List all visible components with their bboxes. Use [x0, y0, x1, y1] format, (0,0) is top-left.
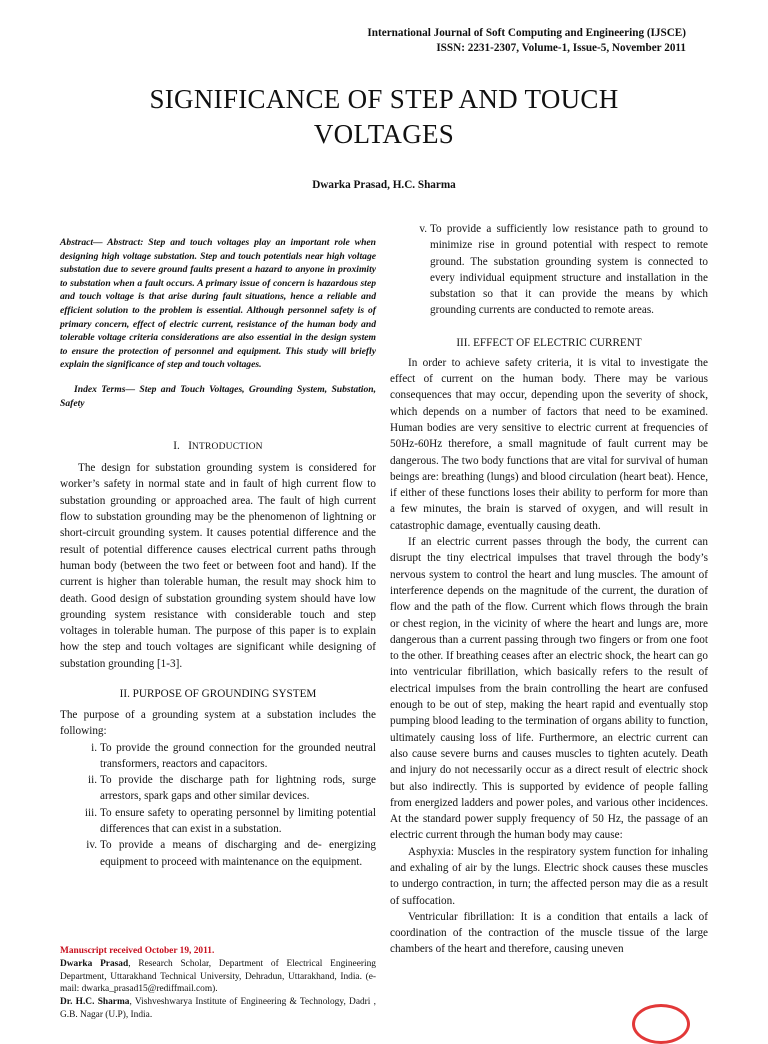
list-item-text: To provide a means of discharging and de- energizing equipment to proceed with maintenance on the equipment.	[100, 839, 376, 868]
publisher-stamp-logo	[632, 1004, 690, 1044]
effect-paragraph-2: If an electric current passes through the body, the current can disrupt the tiny electrical impulses that travel through the body’s nervous system to control the heart and lung muscles. The amount of interference depends on the magnitude of the current, the duration of flow and the path of the flow. Current which flows through the brain or chest region, in the vicinity of where the heart and lungs are, more dangerous than a current passing through two fingers or from one foot to the other. If breathing ceases after an electric shock, the heart can go into ventricular fibrillation, which basically refers to the result of electrical impulses from the brain controlling the heart are confused enough to be out of step, making the heart rapid and eventually stop pumping blood leading to the termination of organs ability to function, ultimately causing loss of life. Furthermore, an electric current can also cause severe burns and causes muscles to tighten acutely. Death and injury do not necessarily occur as a direct result of electric shock but also indirectly. This is supported by evidence of people falling from energized ladders and power poles, and various other incidences. At the standard power supply frequency of 50 Hz, the passage of an electric current through the human body may cause:	[390, 536, 708, 842]
author-affiliation-2	[60, 996, 376, 1022]
list-item-number: i.	[91, 741, 97, 754]
journal-issn: ISSN: 2231-2307, Volume-1, Issue-5, November 2011	[436, 42, 686, 54]
effect-paragraph-3: Asphyxia: Muscles in the respiratory system function for inhaling and exhaling of air by the lungs. Electric shock causes these muscles to undergo contraction, in turn; the affected person may die as a result of suffocation.	[390, 845, 708, 907]
list-item	[60, 805, 376, 838]
effect-paragraph-4: Ventricular fibrillation: It is a condition that entails a lack of coordination of the contraction of the muscle tissue of the large chambers of the heart and therefore, causing uneven	[390, 910, 708, 956]
grounding-purpose-list-continued	[390, 221, 708, 319]
effect-paragraph-1: In order to achieve safety criteria, it is vital to investigate the effect of current on the human body. There may be various consequences that may occur, depending upon the severity of shock, which depends on a number of factors that need to be examined. Human bodies are very sensitive to electric current at frequencies of 50Hz-60Hz therefore, a small magnitude of fault current may be dangerous. The two body functions that are vital for survival of human beings are: breathing (lungs) and blood circulation (heart beat). Hence, if either of these functions loses their ability to perform for more than a few minutes, the brain is starved of oxygen, and will result in catastrophic damage, eventually causing death.	[390, 356, 708, 532]
list-item	[390, 221, 708, 319]
author-affiliation-1	[60, 958, 376, 996]
grounding-lead: The purpose of a grounding system at a substation includes the following:	[60, 708, 376, 738]
list-item-number: ii.	[87, 774, 97, 787]
author-footnote	[60, 945, 376, 1022]
list-item	[60, 772, 376, 805]
author-detail-2: , Vishveshwarya Institute of Engineering & Technology, Dadri , G.B. Nagar (U.P), India.	[60, 997, 376, 1020]
title-line-1: SIGNIFICANCE OF STEP AND TOUCH	[149, 84, 619, 114]
manuscript-received: Manuscript received October 19, 2011.	[60, 946, 215, 956]
list-item-number: iii.	[84, 806, 97, 819]
author-line: Dwarka Prasad, H.C. Sharma	[312, 179, 456, 191]
title-line-2: VOLTAGES	[313, 119, 455, 149]
author-detail-1: , Research Scholar, Department of Electrical Engineering Department, Uttarakhand Technical University, Dehradun, Uttarakhand, India. (e-mail: dwarka_prasad15@rediffmail.com).	[60, 958, 376, 995]
list-item-text: To provide the discharge path for lightning rods, surge arrestors, spark gaps and other similar devices.	[100, 774, 376, 803]
journal-header	[367, 26, 686, 56]
journal-name: International Journal of Soft Computing and Engineering (IJSCE)	[367, 27, 686, 39]
author-name-2: Dr. H.C. Sharma	[60, 997, 130, 1008]
section-heading-initial: I	[188, 440, 192, 453]
list-item	[60, 837, 376, 870]
abstract: Abstract— Abstract: Step and touch voltages play an important role when designing high voltage substation. Step and touch potentials near high voltage substation due to severe ground faults present a hazard to anyone in proximity to substation when a fault occurs. A primary issue of concern is hazardous step and touch voltage is that arise during fault situations, hence a reliable and efficient solution to the problem is essential. Although personnel safety is of primary concern, effect of electric current, resistance of the human body and tolerable voltage criteria considerations are also essential in the design system to ensure the protection of personnel and equipment. This study will briefly explain the significance of step and touch voltages.	[60, 237, 376, 371]
list-item-text: To provide a sufficiently low resistance path to ground to minimize rise in ground potential with respect to remote ground. The substation grounding system is connected to every individual equipment structure and installation in the substation so that it can provide the means by which grounding currents are conducted to remote areas.	[430, 223, 708, 317]
paper-title	[0, 82, 768, 152]
section-heading-grounding: II. PURPOSE OF GROUNDING SYSTEM	[119, 687, 317, 700]
index-terms: Index Terms— Step and Touch Voltages, Grounding System, Substation, Safety	[60, 383, 376, 409]
section-heading-introduction	[60, 440, 376, 452]
section-heading-rest: NTRODUCTION	[191, 442, 263, 453]
list-item	[60, 740, 376, 773]
author-name-1: Dwarka Prasad	[60, 958, 129, 969]
section-number: I.	[173, 440, 180, 453]
section-heading-effect: III. EFFECT OF ELECTRIC CURRENT	[456, 336, 642, 349]
list-item-number: iv.	[86, 839, 97, 852]
list-item-text: To provide the ground connection for the grounded neutral transformers, reactors and capacitors.	[100, 741, 376, 770]
list-item-text: To ensure safety to operating personnel by limiting potential differences that can exist in a substation.	[100, 806, 376, 836]
list-item-number: v.	[419, 223, 427, 235]
left-column	[60, 236, 376, 870]
introduction-paragraph: The design for substation grounding system is considered for worker’s safety in normal state and in fault of high current flow to substation grounding or approached area. The fault of high current flow to substation grounding may be the phenomenon of lightning or short-circuit grounding system. It causes potential difference and the result of potential difference causes electrical current paths through human body (between the two feet or between foot and hand). If the current is higher than tolerable human, the result may shock him to death. Good design of substation grounding system should have low grounding system resistance with considerable touch and step voltages in tolerable human. The purpose of this paper is to explain how the step and touch voltages are significant while designing of substation grounding [1-3].	[60, 462, 376, 670]
grounding-purpose-list	[60, 740, 376, 870]
right-column	[390, 221, 708, 958]
